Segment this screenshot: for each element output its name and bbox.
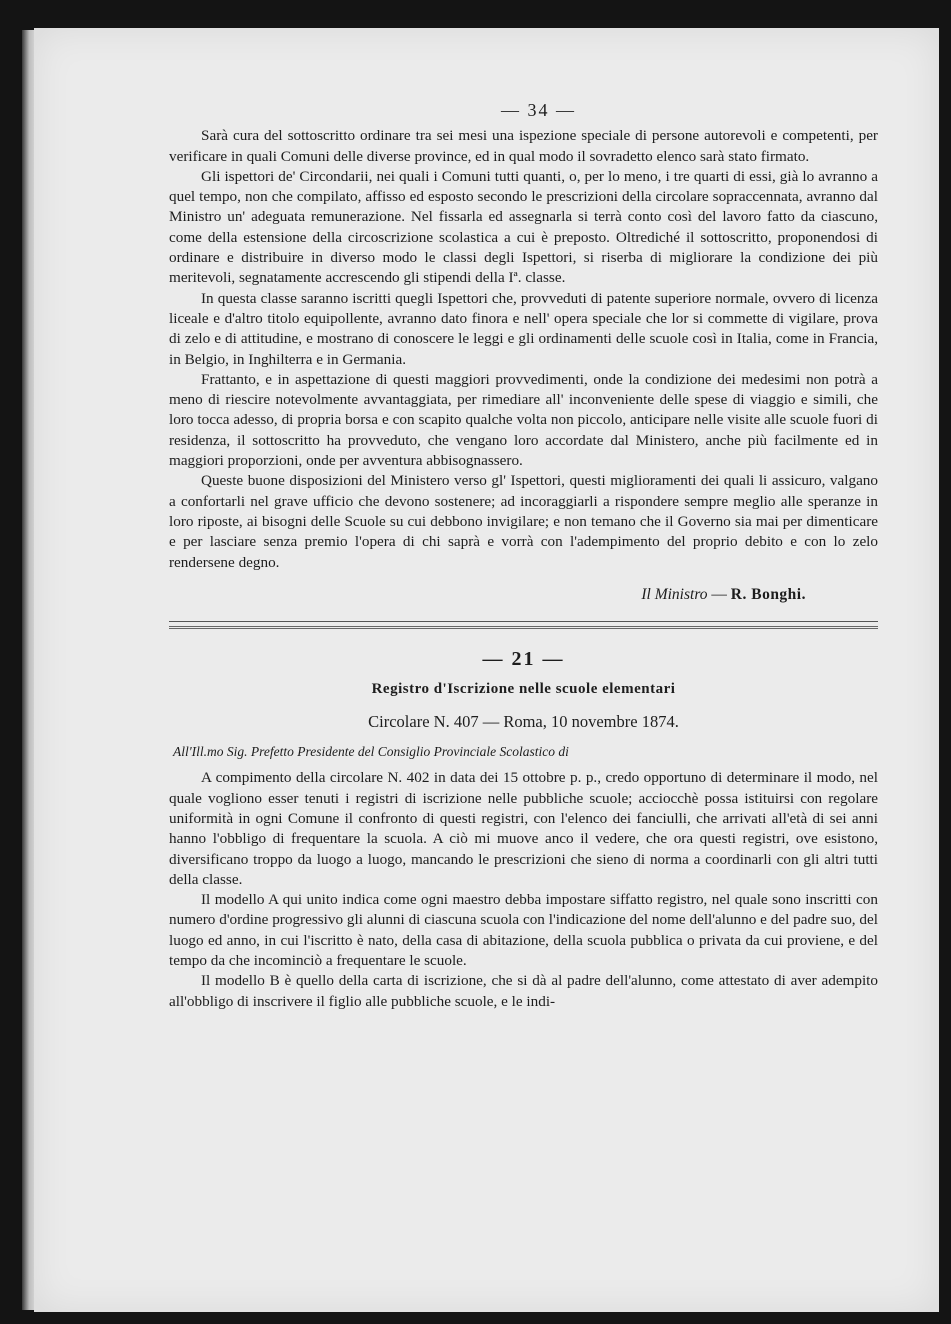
signature-role: Il Ministro <box>641 585 708 603</box>
divider <box>169 621 878 622</box>
signature <box>169 585 878 605</box>
paragraph: A compimento della circolare N. 402 in data dei 15 ottobre p. p., credo opportuno di determinare il modo, nel quale vogliono esser tenuti i registri di iscrizione nelle pubbliche scuole; acciocchè possa istituirsi con regolare uniformità in ogni Comune il confronto di questi registri, con l'elenco dei fanciulli, che arrivati all'età di sei anni hanno l'obbligo di frequentare la scuola. A ciò mi muove anco il vedere, che ora questi registri, ove esistono, diversificano troppo da luogo a luogo, mancando le prescrizioni che sieno di norma a coordinarli con gli altri tutti della classe. <box>169 769 878 888</box>
signature-name: R. Bonghi. <box>730 585 806 603</box>
circular-reference: Circolare N. 407 — Roma, 10 novembre 1874. <box>368 711 679 731</box>
paragraph: Queste buone disposizioni del Ministero verso gl' Ispettori, questi miglioramenti dei quali li assicuro, valgano a confortarli nel grave ufficio che devono sostenere; ad incoraggiarli a rispondere sempre meglio alle speranze in loro riposte, ai bisogni delle Scuole su cui debbono invigilare; e non temano che il Governo sia mai per dimenticare e per lasciare senza premio l'opera di chi saprà e vorrà con l'adempimento del proprio debito e con lo zelo rendersene degno. <box>169 472 878 571</box>
page-number: — 34 — <box>501 100 576 120</box>
circular-body <box>169 768 878 1012</box>
paragraph: Il modello B è quello della carta di iscrizione, che si dà al padre dell'alunno, come attestato di aver adempito all'obbligo di inscrivere il figlio alle pubbliche scuole, e le indi- <box>169 972 878 1010</box>
addressee-line: All'Ill.mo Sig. Prefetto Presidente del Consiglio Provinciale Scolastico di <box>173 744 569 760</box>
divider <box>169 626 878 629</box>
paragraph: In questa classe saranno iscritti quegli Ispettori che, provveduti di patente superiore normale, ovvero di licenza liceale e d'altro titolo equipollente, avranno dato finora e nell' opera speciale che lor si commette di vigilare, prova di zelo e di attitudine, e mostrano di conoscere le leggi e gli ordinamenti delle scuole così in Italia, come in Francia, in Belgio, in Inghilterra e in Germania. <box>169 289 878 368</box>
section-number: — 21 — <box>482 648 565 671</box>
page-text <box>169 100 878 1012</box>
signature-dash: — <box>711 585 727 603</box>
paragraph: Il modello A qui unito indica come ogni maestro debba impostare siffatto registro, nel quale sono inscritti con numero d'ordine progressivo gli alunni di ciascuna scuola con l'indicazione del nome dell'alunno e del padre suo, del luogo ed anno, in cui l'iscritto è nato, della casa di abitazione, della scuola pubblica o privata da cui proviene, e del tempo da che incominciò a frequentare le scuole. <box>169 891 878 969</box>
paragraph: Gli ispettori de' Circondarii, nei quali i Comuni tutti quanti, o, per lo meno, i tre quarti di essi, già lo avranno a quel tempo, non che compilato, affisso ed esposto secondo le prescrizioni della circolare sopraccennata, avranno dal Ministro un' adeguata remunerazione. Nel fissarla ed assegnarla si terrà conto così del lavoro fatto da ciascuno, come della estensione della circoscrizione scolastica a cui è preposto. Oltrediché il sottoscritto, proponendosi di ordinare e distribuire in diverso modo le classi degli Ispettori, si riserba di migliorare la condizione dei più meritevoli, segnatamente accrescendo gli stipendi della Iª. classe. <box>169 167 878 287</box>
paragraph: Frattanto, e in aspettazione di questi maggiori provvedimenti, onde la condizione dei medesimi non potrà a meno di riescire notevolmente avvantaggiata, per rimediare all' inconveniente delle spese di viaggio e simili, che loro tocca adesso, di propria borsa e con scapito qualche volta non piccolo, anticipare nelle visite alle scuole fuori di residenza, il sottoscritto ha provveduto, che vengano loro accordate dal Ministero, anche più facilmente ed in maggiori proporzioni, onde per avventura abbisognassero. <box>169 370 878 470</box>
section-title: Registro d'Iscrizione nelle scuole elementari <box>371 681 676 698</box>
paragraph: Sarà cura del sottoscritto ordinare tra sei mesi una ispezione speciale di persone autorevoli e competenti, per verificare in quali Comuni delle diverse province, ed in qual modo il sovradetto elenco sarà stato firmato. <box>169 127 878 165</box>
